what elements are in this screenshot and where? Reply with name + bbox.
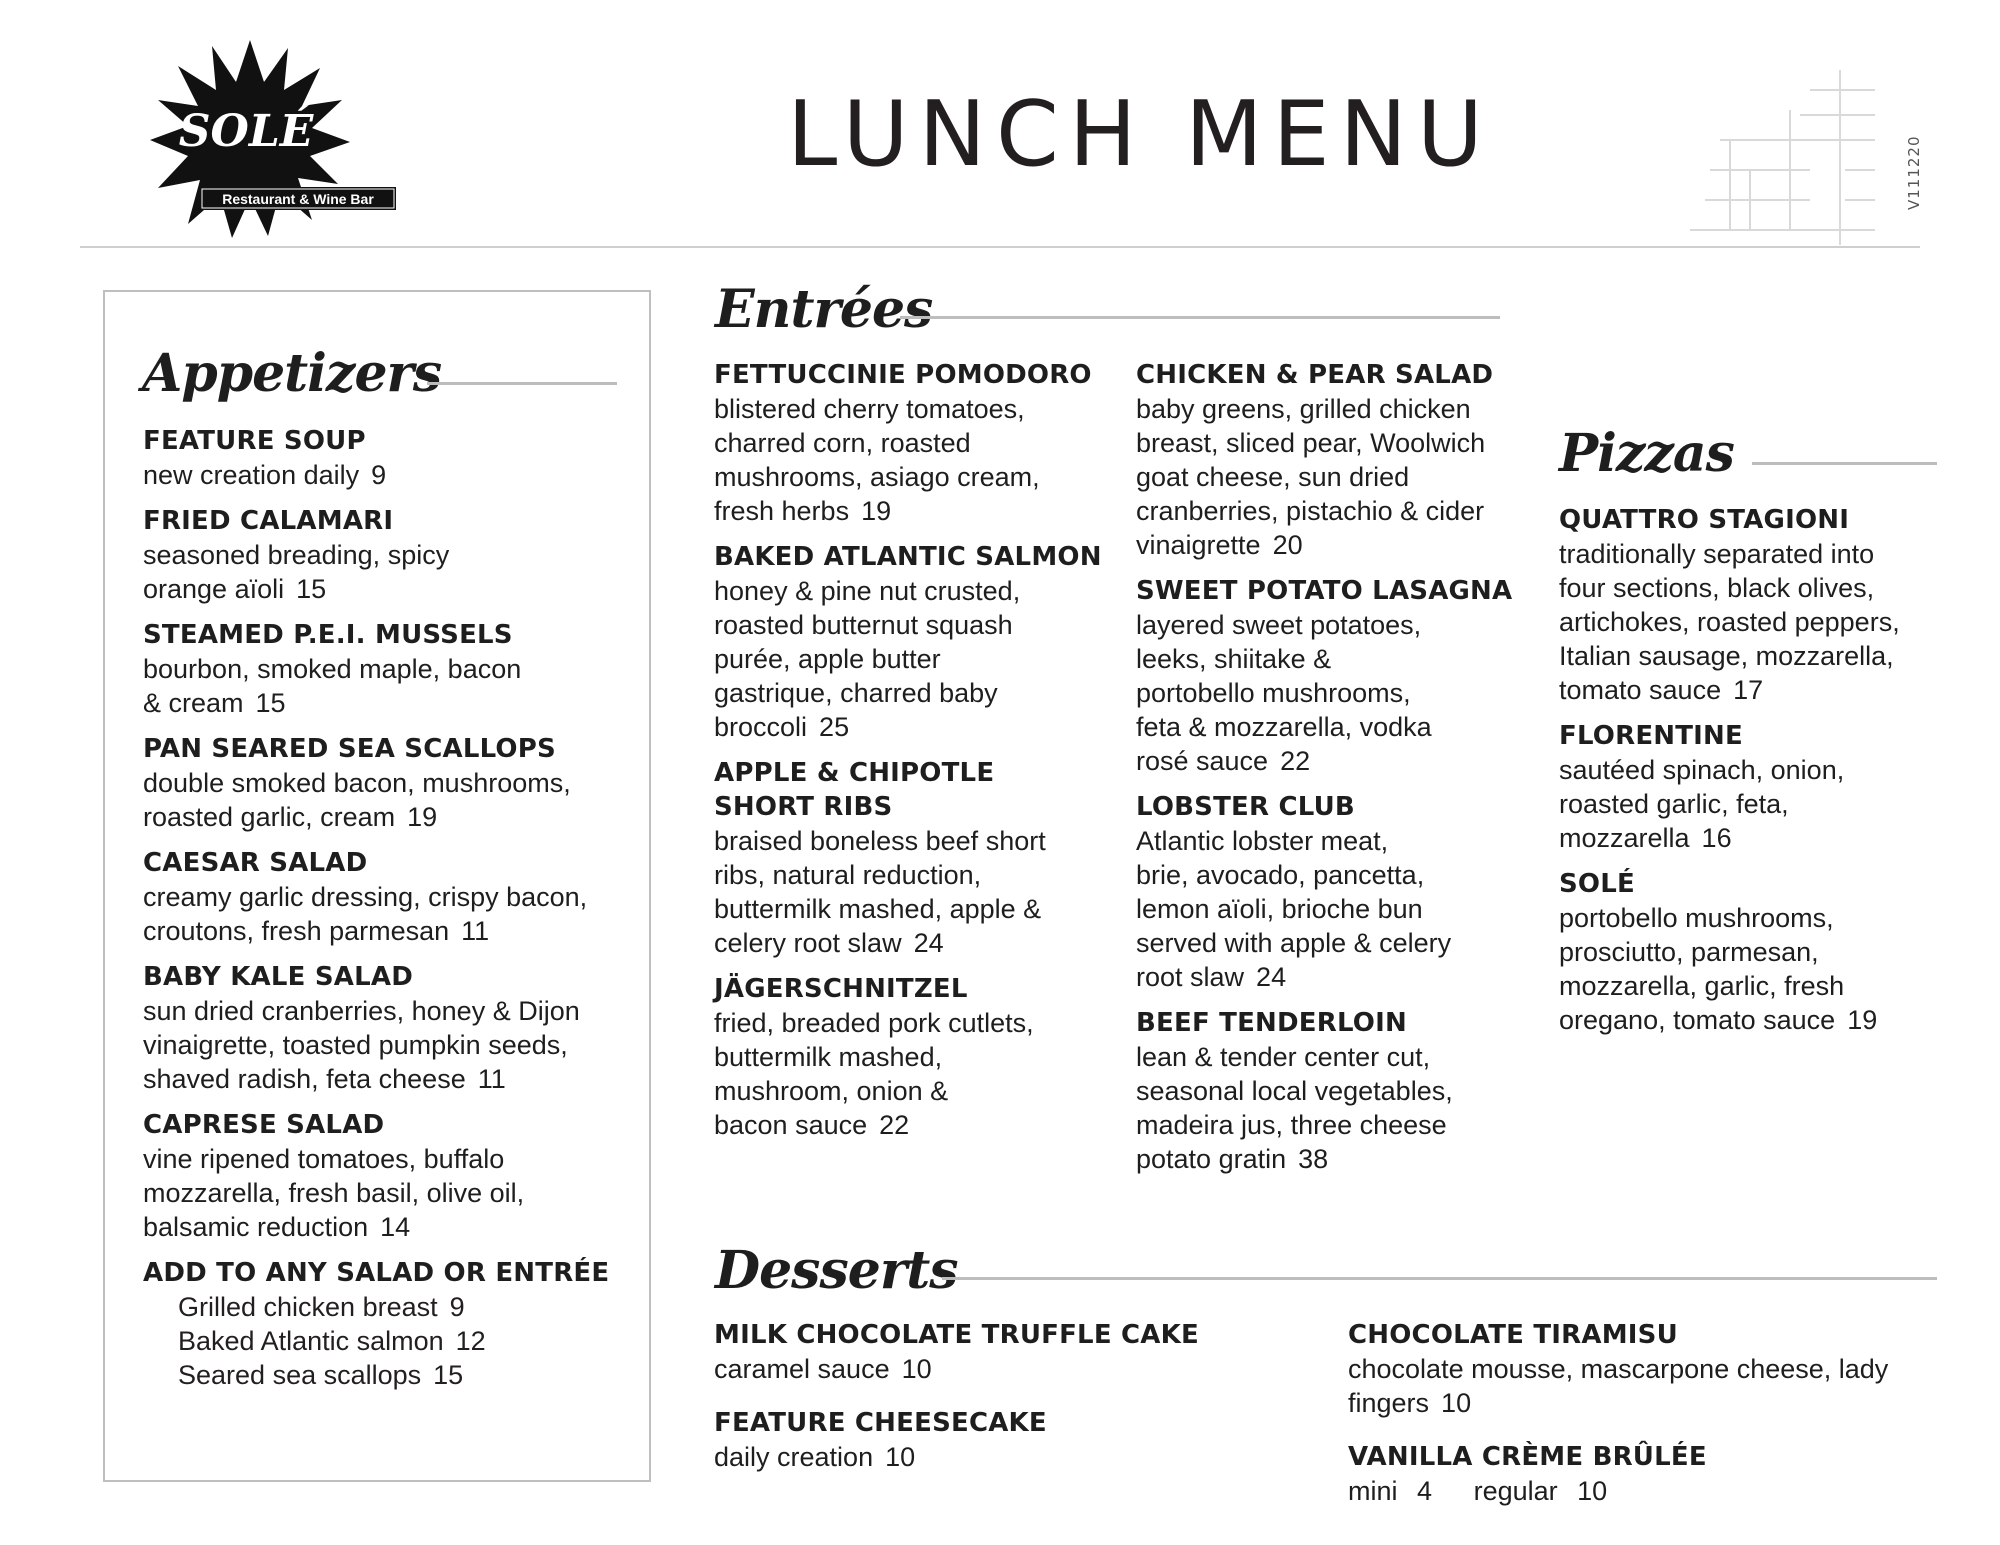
item-description-line — [143, 1176, 633, 1210]
item-description-line — [714, 1040, 1114, 1074]
description-text: gastrique, charred baby — [714, 678, 998, 708]
description-text: double smoked bacon, mushrooms, — [143, 768, 571, 798]
item-name: APPLE & CHIPOTLE — [714, 758, 995, 788]
description-text: brie, avocado, pancetta, — [1136, 860, 1425, 890]
description-text: & cream — [143, 688, 244, 718]
menu-item — [143, 504, 633, 606]
description-text: roasted butternut squash — [714, 610, 1013, 640]
item-name: CAPRESE SALAD — [143, 1110, 385, 1140]
item-price-regular: 10 — [1577, 1476, 1608, 1506]
item-description-line — [714, 1352, 1334, 1386]
item-description-line — [143, 880, 633, 914]
item-description-line — [143, 1142, 633, 1176]
menu-item — [143, 424, 633, 492]
description-text: seasoned breading, spicy — [143, 540, 450, 570]
item-description-line — [714, 858, 1114, 892]
description-text: portobello mushrooms, — [1559, 903, 1834, 933]
item-price: 15 — [255, 688, 286, 718]
item-description-line — [143, 652, 633, 686]
item-description — [143, 1142, 633, 1244]
item-price: 17 — [1733, 675, 1764, 705]
item-description-line — [143, 686, 633, 720]
menu-item — [1136, 574, 1536, 778]
entrees-heading: Entrées — [715, 279, 933, 340]
menu-item — [143, 618, 633, 720]
item-price: 11 — [461, 916, 490, 946]
item-description-line — [143, 800, 633, 834]
description-text: layered sweet potatoes, — [1136, 610, 1422, 640]
item-price: 10 — [1441, 1388, 1472, 1418]
item-description-line — [143, 1210, 633, 1244]
description-text: new creation daily — [143, 460, 360, 490]
item-description — [143, 880, 633, 948]
description-text: traditionally separated into — [1559, 539, 1875, 569]
add-on-label: Grilled chicken breast — [178, 1292, 438, 1322]
add-on-price: 12 — [455, 1326, 486, 1356]
add-on-item — [143, 1358, 633, 1392]
item-price: 11 — [477, 1064, 506, 1094]
item-description-line — [1136, 608, 1536, 642]
size-label-mini: mini — [1348, 1476, 1398, 1506]
menu-item — [1136, 358, 1536, 562]
item-description — [1136, 392, 1536, 562]
item-description-line — [1136, 676, 1536, 710]
item-description-line — [714, 1006, 1114, 1040]
item-price: 10 — [901, 1354, 932, 1384]
menu-item — [714, 972, 1114, 1142]
item-description-line — [714, 926, 1114, 960]
description-text: vinaigrette — [1136, 530, 1261, 560]
item-description-line — [1559, 969, 1944, 1003]
item-description-line — [1136, 392, 1536, 426]
item-description-line — [1559, 821, 1944, 855]
restaurant-logo — [100, 30, 400, 260]
item-description-line — [714, 494, 1114, 528]
item-name: FEATURE SOUP — [143, 426, 366, 456]
item-name: JÄGERSCHNITZEL — [714, 974, 968, 1004]
description-text: celery root slaw — [714, 928, 902, 958]
item-description-line — [1136, 824, 1536, 858]
description-text: honey & pine nut crusted, — [714, 576, 1021, 606]
description-text: mozzarella, garlic, fresh — [1559, 971, 1845, 1001]
item-price: 19 — [407, 802, 438, 832]
item-price-mini: 4 — [1417, 1476, 1433, 1506]
description-text: buttermilk mashed, — [714, 1042, 943, 1072]
add-on-item — [143, 1290, 633, 1324]
item-description — [1136, 608, 1536, 778]
item-name: BABY KALE SALAD — [143, 962, 413, 992]
building-sketch-icon — [1690, 70, 1880, 245]
item-description — [1136, 824, 1536, 994]
description-text: roasted garlic, cream — [143, 802, 396, 832]
item-name: LOBSTER CLUB — [1136, 792, 1355, 822]
description-text: vinaigrette, toasted pumpkin seeds, — [143, 1030, 568, 1060]
description-text: fresh herbs — [714, 496, 850, 526]
description-text: madeira jus, three cheese — [1136, 1110, 1447, 1140]
description-text: Italian sausage, mozzarella, — [1559, 641, 1894, 671]
item-description-line — [1136, 1040, 1536, 1074]
add-on-block — [143, 1256, 633, 1392]
desserts-heading: Desserts — [715, 1240, 958, 1301]
description-text: buttermilk mashed, apple & — [714, 894, 1042, 924]
description-text: sun dried cranberries, honey & Dijon — [143, 996, 580, 1026]
item-description — [1559, 901, 1944, 1037]
item-price: 19 — [1847, 1005, 1878, 1035]
description-text: creamy garlic dressing, crispy bacon, — [143, 882, 588, 912]
item-description-line — [143, 572, 633, 606]
item-description-line — [1136, 460, 1536, 494]
entrees-column-right — [1136, 358, 1536, 1188]
menu-item — [1559, 867, 1944, 1037]
item-description-line — [714, 574, 1114, 608]
item-description-line — [143, 1028, 633, 1062]
description-text: Atlantic lobster meat, — [1136, 826, 1389, 856]
item-price: 24 — [913, 928, 944, 958]
menu-item — [1136, 790, 1536, 994]
description-text: sautéed spinach, onion, — [1559, 755, 1845, 785]
pizzas-list — [1559, 503, 1944, 1049]
description-text: balsamic reduction — [143, 1212, 369, 1242]
item-description-line — [714, 676, 1114, 710]
item-description-line — [1559, 673, 1944, 707]
item-description-line — [714, 642, 1114, 676]
item-description-line — [1136, 710, 1536, 744]
item-description-line — [1136, 960, 1536, 994]
item-description — [143, 766, 633, 834]
item-price: 20 — [1272, 530, 1303, 560]
item-description-line — [714, 392, 1114, 426]
item-description-line — [714, 1108, 1114, 1142]
description-text: seasonal local vegetables, — [1136, 1076, 1453, 1106]
description-text: broccoli — [714, 712, 808, 742]
menu-item — [714, 1318, 1334, 1386]
item-name: BEEF TENDERLOIN — [1136, 1008, 1407, 1038]
item-description — [714, 392, 1114, 528]
description-text: shaved radish, feta cheese — [143, 1064, 466, 1094]
item-description-line — [714, 892, 1114, 926]
item-description — [143, 994, 633, 1096]
add-on-price: 15 — [433, 1360, 464, 1390]
menu-item — [1136, 1006, 1536, 1176]
item-price: 10 — [885, 1442, 916, 1472]
menu-item — [714, 756, 1114, 960]
item-description — [714, 1440, 1334, 1474]
appetizers-heading: Appetizers — [142, 343, 442, 404]
item-name: CHICKEN & PEAR SALAD — [1136, 360, 1494, 390]
item-description — [714, 574, 1114, 744]
item-price: 38 — [1298, 1144, 1329, 1174]
item-description-line — [714, 1074, 1114, 1108]
description-text: feta & mozzarella, vodka — [1136, 712, 1432, 742]
item-description-line — [1559, 537, 1944, 571]
menu-item — [1348, 1440, 1938, 1508]
svg-text:Restaurant & Wine Bar: Restaurant & Wine Bar — [222, 191, 374, 207]
menu-item — [1559, 503, 1944, 707]
item-description-line — [1136, 858, 1536, 892]
description-text: charred corn, roasted — [714, 428, 971, 458]
item-description — [1348, 1474, 1938, 1508]
add-on-label: Seared sea scallops — [178, 1360, 422, 1390]
item-description-line — [143, 994, 633, 1028]
item-name: STEAMED P.E.I. MUSSELS — [143, 620, 513, 650]
item-description-line — [1136, 926, 1536, 960]
add-on-price: 9 — [449, 1292, 465, 1322]
item-description-line — [1559, 1003, 1944, 1037]
sun-logo-icon — [100, 30, 400, 260]
item-description — [1136, 1040, 1536, 1176]
item-name: BAKED ATLANTIC SALMON — [714, 542, 1102, 572]
pizzas-divider — [1752, 462, 1937, 465]
item-name: VANILLA CRÈME BRÛLÉE — [1348, 1442, 1707, 1472]
item-price: 19 — [861, 496, 892, 526]
entrees-column-left — [714, 358, 1114, 1154]
item-description-line — [143, 538, 633, 572]
item-price: 22 — [1280, 746, 1311, 776]
item-description: chocolate mousse, mascarpone cheese, lady fingers 10 — [1348, 1354, 1889, 1418]
item-description — [1559, 753, 1944, 855]
desserts-column-right — [1348, 1318, 1938, 1528]
description-text: cranberries, pistachio & cider — [1136, 496, 1485, 526]
item-price: 22 — [879, 1110, 910, 1140]
item-name: PAN SEARED SEA SCALLOPS — [143, 734, 556, 764]
description-text: rosé sauce — [1136, 746, 1269, 776]
page-title: LUNCH MENU — [787, 82, 1493, 187]
description-text: orange aïoli — [143, 574, 285, 604]
description-text: mozzarella — [1559, 823, 1690, 853]
description-text: fried, breaded pork cutlets, — [714, 1008, 1034, 1038]
item-description-line — [143, 458, 633, 492]
item-description-line — [714, 824, 1114, 858]
item-description-line — [143, 914, 633, 948]
item-description — [143, 458, 633, 492]
item-price: 14 — [380, 1212, 411, 1242]
item-description — [714, 1006, 1114, 1142]
description-text: potato gratin — [1136, 1144, 1287, 1174]
description-text: goat cheese, sun dried — [1136, 462, 1410, 492]
menu-item — [714, 358, 1114, 528]
pizzas-heading: Pizzas — [1559, 423, 1734, 484]
item-description — [143, 538, 633, 606]
item-description-line — [1559, 571, 1944, 605]
item-description-line — [1559, 753, 1944, 787]
add-on-label: Baked Atlantic salmon — [178, 1326, 444, 1356]
item-name: SHORT RIBS — [714, 792, 893, 822]
size-label-regular: regular — [1473, 1476, 1558, 1506]
desserts-divider — [942, 1277, 1937, 1280]
item-description-line — [714, 460, 1114, 494]
item-description-line — [1136, 528, 1536, 562]
description-text: lemon aïoli, brioche bun — [1136, 894, 1423, 924]
item-description-line — [714, 710, 1114, 744]
description-text: croutons, fresh parmesan — [143, 916, 450, 946]
item-price: 16 — [1701, 823, 1732, 853]
item-description — [143, 652, 633, 720]
item-price: 15 — [296, 574, 327, 604]
svg-text:SOLÉ: SOLÉ — [178, 106, 314, 157]
description-text: bourbon, smoked maple, bacon — [143, 654, 522, 684]
description-text: baby greens, grilled chicken — [1136, 394, 1471, 424]
menu-item — [714, 540, 1114, 744]
appetizers-list — [143, 424, 633, 1404]
menu-item — [1348, 1318, 1938, 1420]
menu-item — [143, 732, 633, 834]
item-description — [714, 824, 1114, 960]
item-name: MILK CHOCOLATE TRUFFLE CAKE — [714, 1320, 1199, 1350]
description-text: lean & tender center cut, — [1136, 1042, 1431, 1072]
item-price: 25 — [819, 712, 850, 742]
item-name: FETTUCCINIE POMODORO — [714, 360, 1092, 390]
description-text: mozzarella, fresh basil, olive oil, — [143, 1178, 525, 1208]
description-text: root slaw — [1136, 962, 1245, 992]
description-text: four sections, black olives, — [1559, 573, 1875, 603]
add-on-item — [143, 1324, 633, 1358]
item-name: SOLÉ — [1559, 869, 1635, 899]
item-description — [1559, 537, 1944, 707]
description-text: bacon sauce — [714, 1110, 868, 1140]
item-description-line — [1559, 639, 1944, 673]
version-code: V111220 — [1905, 135, 1923, 210]
add-on-title: ADD TO ANY SALAD OR ENTRÉE — [143, 1258, 610, 1288]
menu-item — [143, 960, 633, 1096]
item-description-line — [1136, 1074, 1536, 1108]
item-description-line — [143, 766, 633, 800]
item-description-line — [714, 426, 1114, 460]
item-name: FEATURE CHEESECAKE — [714, 1408, 1047, 1438]
entrees-divider — [900, 316, 1500, 319]
description-text: roasted garlic, feta, — [1559, 789, 1789, 819]
header-divider — [80, 246, 1920, 248]
description-text: braised boneless beef short — [714, 826, 1046, 856]
item-description-line — [714, 1440, 1334, 1474]
description-text: purée, apple butter — [714, 644, 941, 674]
description-text: mushrooms, asiago cream, — [714, 462, 1040, 492]
item-description-line — [1136, 642, 1536, 676]
item-description-line — [1136, 494, 1536, 528]
appetizers-divider — [427, 382, 617, 385]
item-description-line — [1136, 1142, 1536, 1176]
description-text: prosciutto, parmesan, — [1559, 937, 1819, 967]
item-description-line — [714, 608, 1114, 642]
item-description-line — [1559, 605, 1944, 639]
description-text: tomato sauce — [1559, 675, 1722, 705]
description-text: breast, sliced pear, Woolwich — [1136, 428, 1486, 458]
menu-item — [143, 846, 633, 948]
desserts-column-left — [714, 1318, 1334, 1494]
item-description-line — [1136, 892, 1536, 926]
item-name: CAESAR SALAD — [143, 848, 368, 878]
item-description — [714, 1352, 1334, 1386]
description-text: portobello mushrooms, — [1136, 678, 1411, 708]
item-name: SWEET POTATO LASAGNA — [1136, 576, 1513, 606]
item-description-line — [1136, 1108, 1536, 1142]
menu-item — [1559, 719, 1944, 855]
item-name: FLORENTINE — [1559, 721, 1743, 751]
description-text: blistered cherry tomatoes, — [714, 394, 1025, 424]
item-price: 24 — [1256, 962, 1287, 992]
menu-item — [143, 1108, 633, 1244]
item-description-line — [1559, 787, 1944, 821]
item-description-line — [143, 1062, 633, 1096]
item-description-line — [1559, 935, 1944, 969]
description-text: leeks, shiitake & — [1136, 644, 1332, 674]
description-text: caramel sauce — [714, 1354, 890, 1384]
item-price: 9 — [371, 460, 387, 490]
item-description-line — [1136, 426, 1536, 460]
description-text: served with apple & celery — [1136, 928, 1452, 958]
item-name: QUATTRO STAGIONI — [1559, 505, 1850, 535]
description-text: artichokes, roasted peppers, — [1559, 607, 1900, 637]
item-name: CHOCOLATE TIRAMISU — [1348, 1320, 1678, 1350]
description-text: oregano, tomato sauce — [1559, 1005, 1836, 1035]
description-text: vine ripened tomatoes, buffalo — [143, 1144, 505, 1174]
description-text: ribs, natural reduction, — [714, 860, 982, 890]
item-name: FRIED CALAMARI — [143, 506, 394, 536]
menu-item — [714, 1406, 1334, 1474]
description-text: daily creation — [714, 1442, 874, 1472]
item-description-line — [1136, 744, 1536, 778]
item-description-line — [1559, 901, 1944, 935]
description-text: mushroom, onion & — [714, 1076, 949, 1106]
